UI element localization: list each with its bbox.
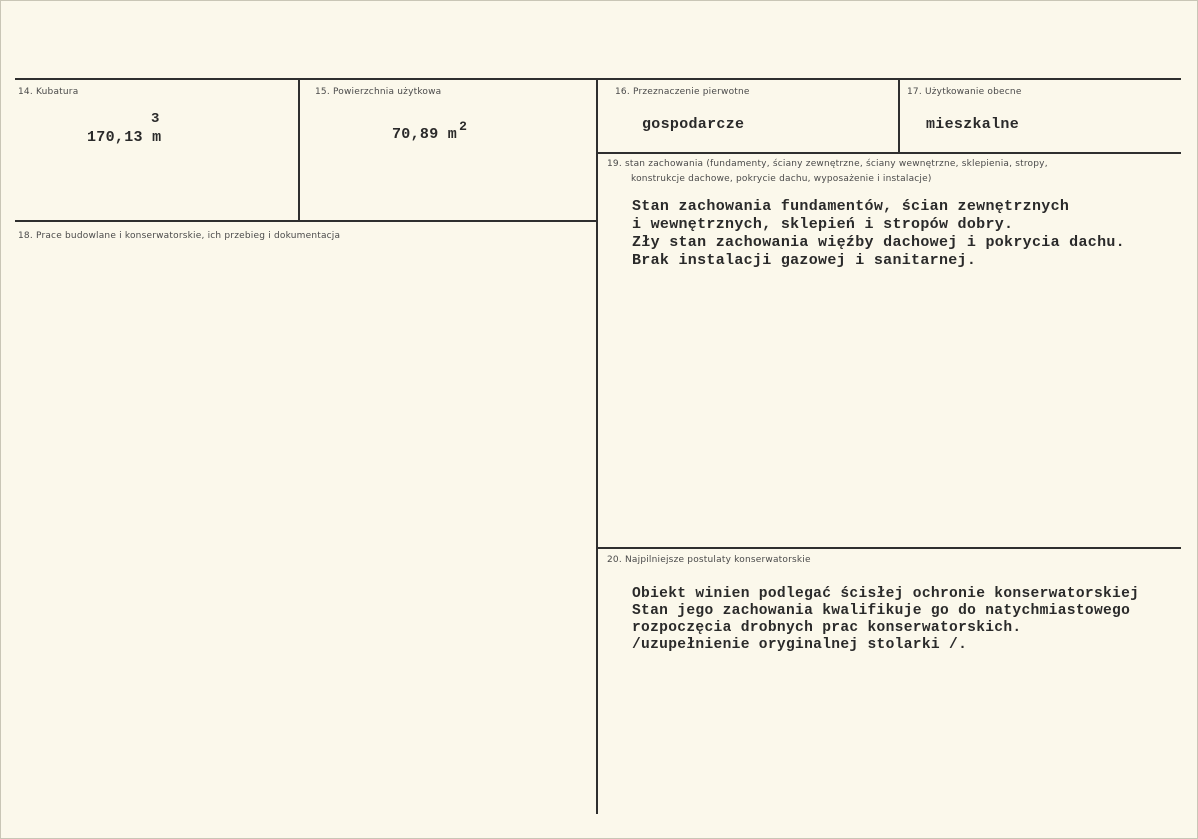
rule-under-16-17 xyxy=(597,152,1181,154)
field-15-value xyxy=(392,119,468,143)
postulate-line: rozpoczęcia drobnych prac konserwatorskich. xyxy=(632,620,1022,636)
postulate-line: /uzupełnienie oryginalnej stolarki /. xyxy=(632,637,968,653)
volume-value: 170,13 m xyxy=(87,129,162,146)
field-19-label-line1: 19. stan zachowania (fundamenty, ściany zewnętrzne, ściany wewnętrzne, sklepienia, stropy, xyxy=(607,159,1048,169)
field-20-label: 20. Najpilniejsze postulaty konserwatorskie xyxy=(607,555,811,565)
condition-line: Zły stan zachowania więźby dachowej i pokrycia dachu. xyxy=(632,234,1125,251)
condition-line: Stan zachowania fundamentów, ścian zewnętrznych xyxy=(632,198,1070,215)
rule-under-14-15 xyxy=(15,220,598,222)
field-17-label: 17. Użytkowanie obecne xyxy=(907,87,1022,97)
postulate-line: Stan jego zachowania kwalifikuje go do natychmiastowego xyxy=(632,603,1131,619)
main-divider xyxy=(596,79,598,814)
postulate-line: Obiekt winien podlegać ścisłej ochronie konserwatorskiej xyxy=(632,586,1140,602)
area-exponent: 2 xyxy=(459,119,468,134)
field-14-exponent: 3 xyxy=(151,111,160,127)
condition-line: Brak instalacji gazowej i sanitarnej. xyxy=(632,252,977,269)
field-19-label-line2: konstrukcje dachowe, pokrycie dachu, wyposażenie i instalacje) xyxy=(631,174,932,184)
divider-16-17 xyxy=(898,79,900,153)
field-16-label: 16. Przeznaczenie pierwotne xyxy=(615,87,750,97)
field-17-value: mieszkalne xyxy=(926,116,1020,133)
field-16-value: gospodarcze xyxy=(642,116,745,133)
field-14-value xyxy=(87,129,161,146)
condition-line: i wewnętrznych, sklepień i stropów dobry. xyxy=(632,216,1014,233)
area-value: 70,89 m xyxy=(392,126,458,143)
top-rule xyxy=(15,78,1181,80)
field-14-label: 14. Kubatura xyxy=(18,87,79,97)
divider-14-15 xyxy=(298,79,300,222)
field-18-label: 18. Prace budowlane i konserwatorskie, ich przebieg i dokumentacja xyxy=(18,231,341,241)
field-19-text xyxy=(632,198,1125,270)
field-15-label: 15. Powierzchnia użytkowa xyxy=(315,87,442,97)
field-20-text xyxy=(632,586,1139,654)
rule-above-20 xyxy=(597,547,1181,549)
